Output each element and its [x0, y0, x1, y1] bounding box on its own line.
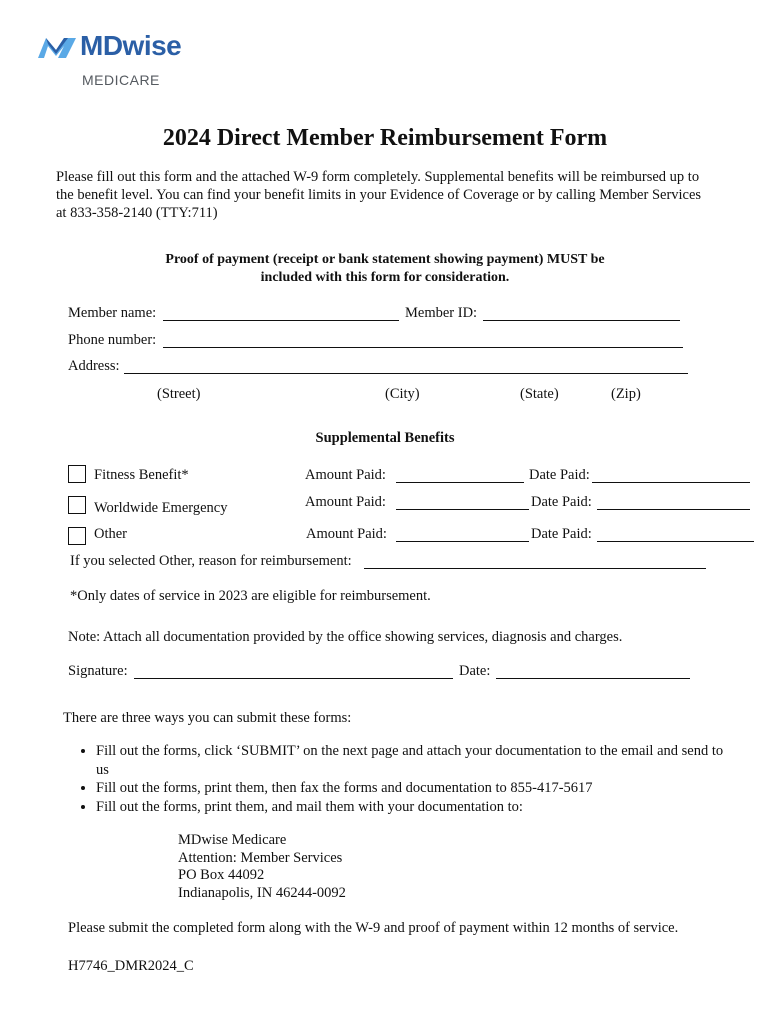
fitness-date-label: Date Paid: [529, 467, 590, 483]
page-title: 2024 Direct Member Reimbursement Form [162, 125, 608, 151]
member-id-label: Member ID: [405, 305, 478, 321]
worldwide-amount-field[interactable] [396, 509, 529, 510]
form-code: H7746_DMR2024_C [68, 958, 194, 974]
phone-label: Phone number: [68, 332, 157, 348]
mail-address-line4: Indianapolis, IN 46244-0092 [178, 884, 346, 901]
other-amount-field[interactable] [396, 541, 529, 542]
closing-text: Please submit the completed form along with the W-9 and proof of payment within 12 months of service. [68, 920, 679, 936]
fitness-label: Fitness Benefit* [94, 467, 189, 483]
worldwide-label: Worldwide Emergency [94, 500, 228, 516]
submit-way-email: • Fill out the forms, click ‘SUBMIT’ on the next page and attach your documentation to the email and send to us [96, 742, 736, 779]
member-name-field[interactable] [163, 320, 399, 321]
other-date-label: Date Paid: [531, 526, 592, 542]
address-street-hint: (Street) [157, 386, 201, 402]
signature-label: Signature: [68, 663, 128, 679]
fitness-date-field[interactable] [592, 482, 750, 483]
other-checkbox[interactable] [68, 527, 86, 545]
submit-way-mail: • Fill out the forms, print them, and mail them with your documentation to: [96, 798, 736, 817]
address-city-hint: (City) [385, 386, 420, 402]
worldwide-amount-label: Amount Paid: [305, 494, 386, 510]
phone-field[interactable] [163, 347, 683, 348]
signature-date-field[interactable] [496, 678, 690, 679]
attach-note: Note: Attach all documentation provided by the office showing services, diagnosis and charges. [68, 629, 623, 645]
member-id-field[interactable] [483, 320, 680, 321]
fitness-checkbox[interactable] [68, 465, 86, 483]
signature-date-label: Date: [459, 663, 491, 679]
signature-field[interactable] [134, 678, 453, 679]
fitness-amount-field[interactable] [396, 482, 524, 483]
worldwide-date-label: Date Paid: [531, 494, 592, 510]
supplemental-title: Supplemental Benefits [315, 430, 455, 446]
other-amount-label: Amount Paid: [306, 526, 387, 542]
proof-notice-line1: Proof of payment (receipt or bank statement showing payment) MUST be [165, 252, 605, 267]
other-label: Other [94, 526, 128, 542]
other-date-field[interactable] [597, 541, 754, 542]
submit-ways-list [56, 742, 736, 816]
intro-text: Please fill out this form and the attached W-9 form completely. Supplemental benefits will be reimbursed up to the benefit level. You can find your benefit limits in your Evidence of Coverage or by calling Member Services at 833-358-2140 (TTY:711) [56, 169, 702, 221]
mail-address [178, 832, 346, 902]
mail-address-line3: PO Box 44092 [178, 867, 265, 883]
mail-address-line1: MDwise Medicare [178, 832, 287, 848]
address-field[interactable] [124, 373, 688, 374]
worldwide-date-field[interactable] [597, 509, 750, 510]
submit-way-fax: • Fill out the forms, print them, then fax the forms and documentation to 855-417-5617 [96, 779, 736, 798]
address-zip-hint: (Zip) [611, 386, 641, 402]
address-state-hint: (State) [520, 386, 559, 402]
proof-notice [0, 251, 770, 287]
other-reason-label: If you selected Other, reason for reimbursement: [70, 553, 352, 569]
worldwide-checkbox[interactable] [68, 496, 86, 514]
eligibility-note: *Only dates of service in 2023 are eligible for reimbursement. [70, 588, 431, 604]
mail-address-line2: Attention: Member Services [178, 849, 343, 866]
submit-intro: There are three ways you can submit these forms: [63, 710, 352, 726]
other-reason-field[interactable] [364, 568, 706, 569]
mdwise-logo-icon [36, 34, 78, 62]
address-label: Address: [68, 358, 120, 374]
brand-logo [36, 30, 196, 92]
brand-name: MDwise [80, 30, 182, 61]
brand-sub: MEDICARE [82, 72, 160, 88]
member-name-label: Member name: [68, 305, 157, 321]
fitness-amount-label: Amount Paid: [305, 467, 386, 483]
proof-notice-line2: included with this form for consideration. [260, 270, 510, 285]
